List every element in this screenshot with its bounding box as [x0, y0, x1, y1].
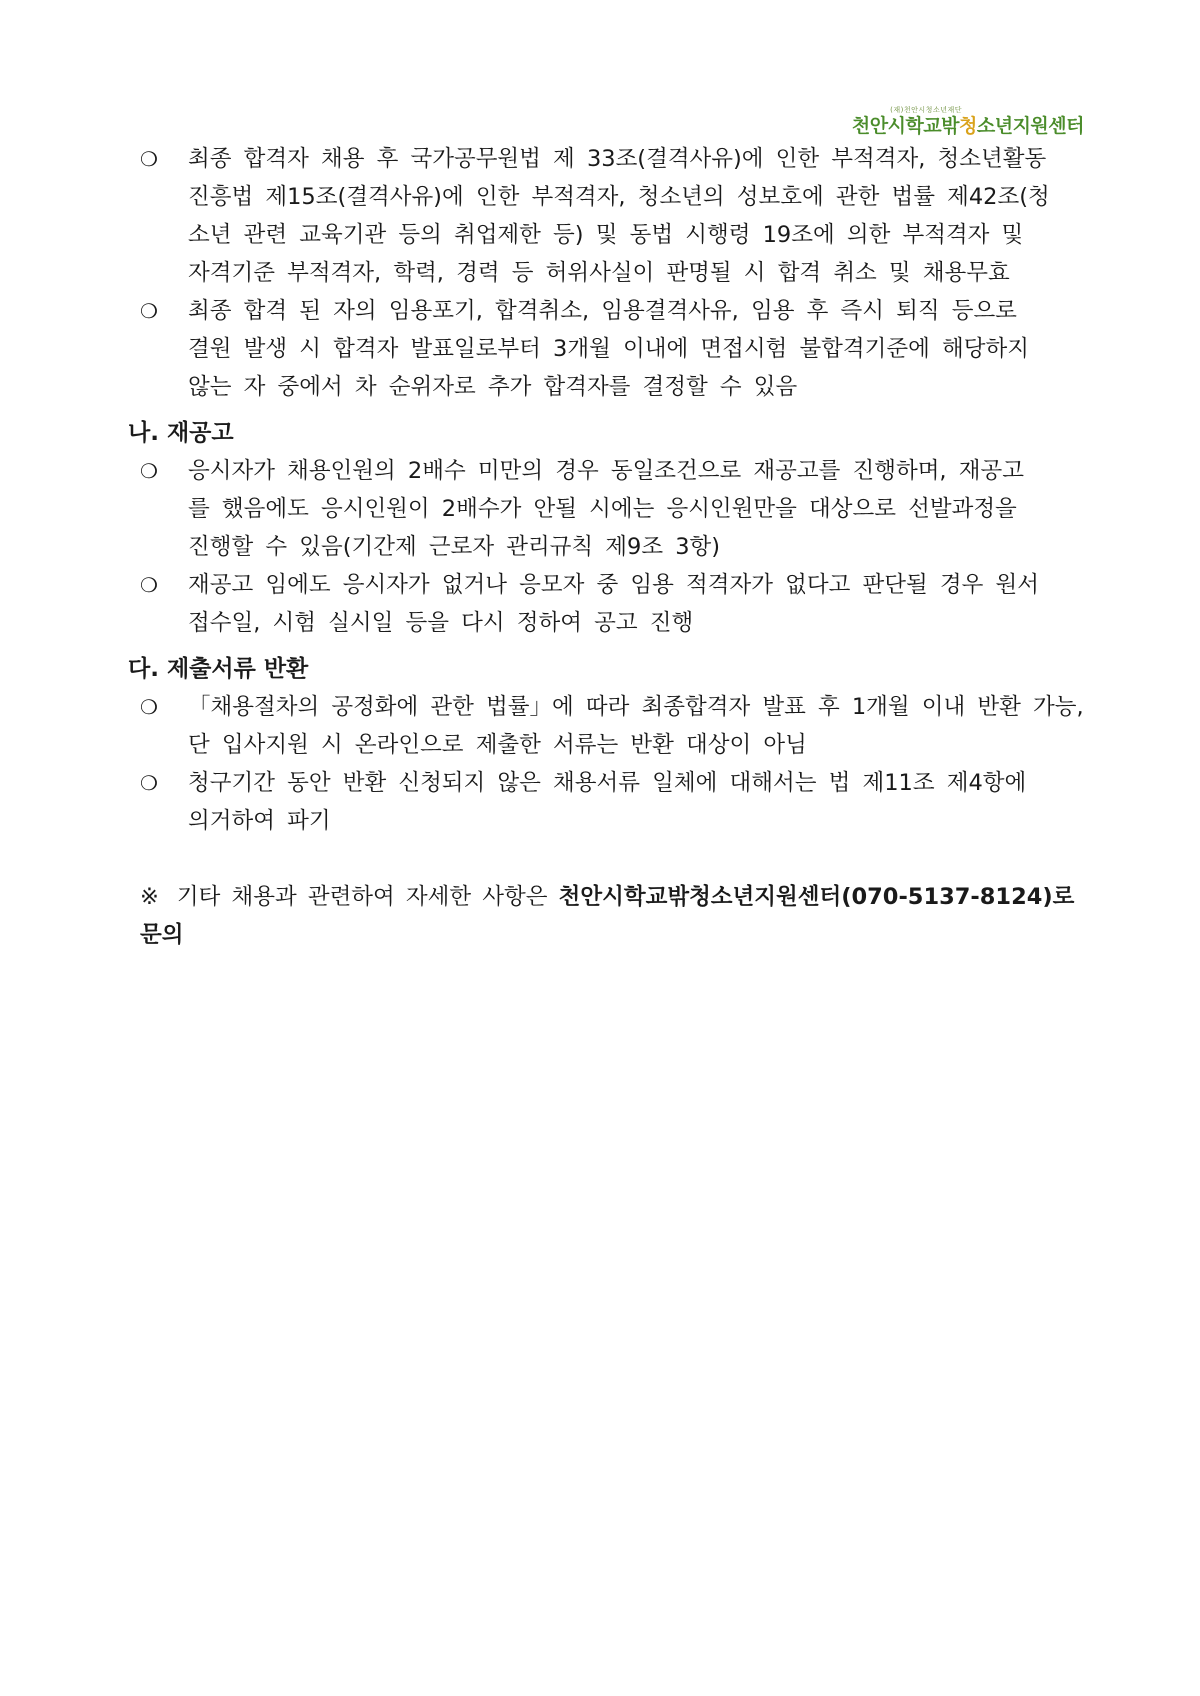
item-line: 자격기준 부적격자, 학력, 경력 등 허위사실이 판명될 시 합격 취소 및 채용무효	[188, 260, 1010, 286]
list-item	[140, 140, 1088, 292]
item-line: 「채용절차의 공정화에 관한 법률」에 따라 최종합격자 발표 후 1개월 이내 반환 가능,	[188, 694, 1084, 720]
list-item	[140, 292, 1088, 406]
section-heading-reannouncement: 나. 재공고	[128, 420, 234, 446]
item-line: 결원 발생 시 합격자 발표일로부터 3개월 이내에 면접시험 불합격기준에 해당하지	[188, 336, 1029, 362]
item-line: 를 했음에도 응시인원이 2배수가 안될 시에는 응시인원만을 대상으로 선발과정을	[188, 496, 1017, 522]
item-line: 단 입사지원 시 온라인으로 제출한 서류는 반환 대상이 아님	[188, 732, 807, 758]
list-item	[140, 452, 1088, 566]
bullet-circle-icon: ❍	[140, 147, 158, 171]
reference-mark-icon: ※	[140, 884, 159, 910]
logo-subtitle: (재)천안시청소년재단	[890, 106, 962, 114]
item-line: 접수일, 시험 실시일 등을 다시 정하여 공고 진행	[188, 610, 694, 636]
list-item	[140, 688, 1088, 764]
list-item	[140, 764, 1088, 840]
bullet-circle-icon: ❍	[140, 459, 158, 483]
list-item	[140, 566, 1088, 642]
bullet-circle-icon: ❍	[140, 771, 158, 795]
bullet-circle-icon: ❍	[140, 695, 158, 719]
logo-title-accent: 청	[959, 115, 977, 137]
item-line: 응시자가 채용인원의 2배수 미만의 경우 동일조건으로 재공고를 진행하며, 재공고	[188, 458, 1024, 484]
document-body	[128, 140, 1088, 954]
section-heading-document-return: 다. 제출서류 반환	[128, 656, 309, 682]
bullet-circle-icon: ❍	[140, 573, 158, 597]
item-line: 의거하여 파기	[188, 808, 331, 834]
logo-title-part1: 천안시학교밖	[851, 115, 960, 137]
item-line: 진행할 수 있음(기간제 근로자 관리규칙 제9조 3항)	[188, 534, 721, 560]
item-line: 청구기간 동안 반환 신청되지 않은 채용서류 일체에 대해서는 법 제11조 제4항에	[188, 770, 1027, 796]
logo-title	[852, 115, 1084, 137]
note-contact: 천안시학교밖청소년지원센터(070-5137-8124)로 문의	[140, 884, 1075, 948]
note-text: 기타 채용과 관련하여 자세한 사항은	[176, 884, 548, 910]
item-line: 않는 자 중에서 차 순위자로 추가 합격자를 결정할 수 있음	[188, 374, 798, 400]
item-line: 소년 관련 교육기관 등의 취업제한 등) 및 동법 시행령 19조에 의한 부적격자 및	[188, 222, 1024, 248]
center-logo	[852, 106, 1084, 137]
item-line: 최종 합격 된 자의 임용포기, 합격취소, 임용결격사유, 임용 후 즉시 퇴직 등으로	[188, 298, 1017, 324]
bullet-circle-icon: ❍	[140, 299, 158, 323]
item-line: 재공고 임에도 응시자가 없거나 응모자 중 임용 적격자가 없다고 판단될 경우 원서	[188, 572, 1039, 598]
contact-note	[140, 878, 1088, 954]
item-line: 최종 합격자 채용 후 국가공무원법 제 33조(결격사유)에 인한 부적격자, 청소년활동	[188, 146, 1047, 172]
item-line: 진흥법 제15조(결격사유)에 인한 부적격자, 청소년의 성보호에 관한 법률 제42조(청	[188, 184, 1050, 210]
logo-title-part2: 소년지원센터	[976, 115, 1084, 137]
